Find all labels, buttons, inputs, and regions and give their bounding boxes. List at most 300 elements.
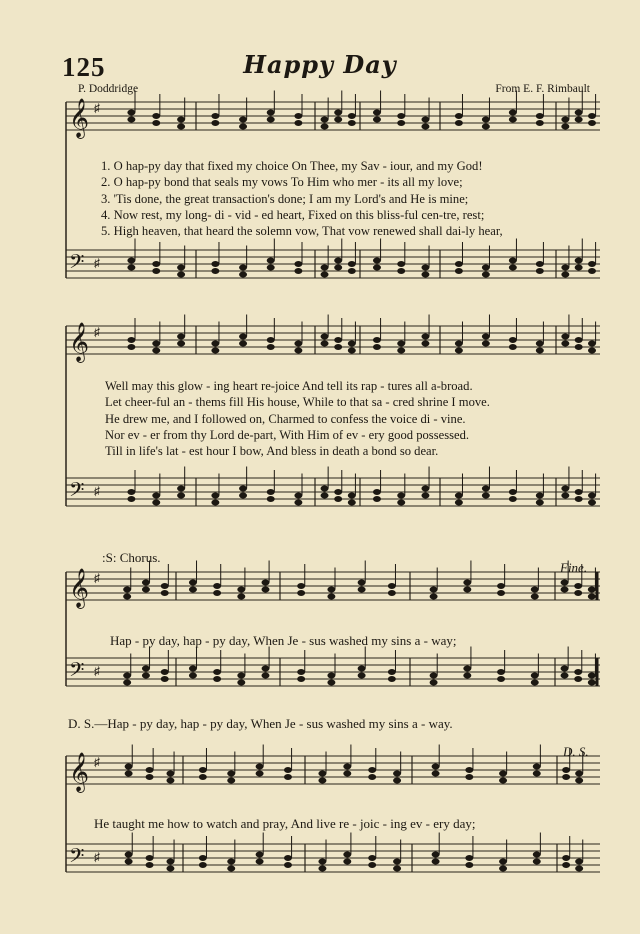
note-head <box>227 866 235 872</box>
note-head <box>284 767 292 773</box>
note-head <box>575 496 583 502</box>
note-head <box>142 666 150 672</box>
note-head <box>421 265 429 271</box>
note-head <box>397 500 405 506</box>
note-head <box>152 120 160 126</box>
note-head <box>213 590 221 596</box>
note-head <box>227 778 235 784</box>
note-head <box>318 859 326 865</box>
note-head <box>531 587 539 593</box>
note-head <box>267 337 275 343</box>
note-head <box>348 120 356 126</box>
note-head <box>588 120 596 126</box>
treble-clef-icon: 𝄞 <box>69 98 90 138</box>
note-head <box>497 676 505 682</box>
note-head <box>373 117 381 123</box>
note-head <box>318 866 326 872</box>
note-head <box>161 669 169 675</box>
note-head <box>321 334 329 340</box>
note-head <box>321 272 329 278</box>
note-head <box>463 666 471 672</box>
note-head <box>397 341 405 347</box>
note-head <box>211 113 219 119</box>
note-head <box>294 348 302 354</box>
note-head <box>536 113 544 119</box>
note-head <box>432 771 440 777</box>
note-head <box>348 493 356 499</box>
note-head <box>211 493 219 499</box>
note-head <box>125 859 133 865</box>
note-head <box>284 862 292 868</box>
verse-block-1 <box>101 158 503 239</box>
note-head <box>455 493 463 499</box>
note-head <box>588 341 596 347</box>
note-head <box>421 341 429 347</box>
note-head <box>561 124 569 130</box>
note-head <box>284 774 292 780</box>
note-head <box>482 334 490 340</box>
note-head <box>562 767 570 773</box>
note-head <box>574 669 582 675</box>
note-head <box>430 673 438 679</box>
note-head <box>455 113 463 119</box>
note-head <box>536 120 544 126</box>
bass-clef-icon: 𝄢 <box>69 658 85 686</box>
note-head <box>368 767 376 773</box>
note-head <box>497 669 505 675</box>
note-head <box>561 673 569 679</box>
treble-clef-icon: 𝄞 <box>69 752 90 792</box>
note-head <box>368 774 376 780</box>
note-head <box>455 348 463 354</box>
note-head <box>261 673 269 679</box>
note-head <box>256 859 264 865</box>
note-head <box>575 866 583 872</box>
note-head <box>177 265 185 271</box>
note-head <box>348 348 356 354</box>
chorus-label: :S: Chorus. <box>102 550 161 565</box>
note-head <box>261 587 269 593</box>
note-head <box>177 124 185 130</box>
note-head <box>533 859 541 865</box>
note-head <box>189 587 197 593</box>
note-head <box>358 580 366 586</box>
note-head <box>561 265 569 271</box>
note-head <box>499 771 507 777</box>
note-head <box>421 493 429 499</box>
note-head <box>297 590 305 596</box>
note-head <box>562 774 570 780</box>
note-head <box>588 673 596 679</box>
note-head <box>239 334 247 340</box>
bass-clef-icon: 𝄢 <box>69 478 85 506</box>
note-head <box>161 590 169 596</box>
note-head <box>482 124 490 130</box>
note-head <box>561 486 569 492</box>
note-head <box>575 344 583 350</box>
note-head <box>142 673 150 679</box>
note-head <box>211 120 219 126</box>
note-head <box>358 673 366 679</box>
note-head <box>297 676 305 682</box>
note-head <box>237 594 245 600</box>
chorus-lyric: Hap - py day, hap - py day, When Je - sus washed my sins a - way; <box>110 633 457 648</box>
note-head <box>321 124 329 130</box>
note-head <box>127 265 135 271</box>
note-head <box>177 493 185 499</box>
note-head <box>152 341 160 347</box>
note-head <box>267 344 275 350</box>
note-head <box>393 771 401 777</box>
note-head <box>261 580 269 586</box>
note-head <box>237 680 245 686</box>
note-head <box>256 771 264 777</box>
note-head <box>256 852 264 858</box>
note-head <box>125 852 133 858</box>
note-head <box>421 334 429 340</box>
note-head <box>368 855 376 861</box>
note-head <box>166 859 174 865</box>
note-head <box>343 764 351 770</box>
note-head <box>189 580 197 586</box>
note-head <box>388 590 396 596</box>
treble-clef-icon: 𝄞 <box>69 568 90 608</box>
note-head <box>575 117 583 123</box>
note-head <box>294 341 302 347</box>
note-head <box>388 583 396 589</box>
sharp-icon: ♯ <box>94 850 100 864</box>
note-head <box>575 859 583 865</box>
note-head <box>267 489 275 495</box>
note-head <box>575 771 583 777</box>
note-head <box>267 110 275 116</box>
sharp-icon: ♯ <box>94 571 100 585</box>
note-head <box>421 117 429 123</box>
note-head <box>397 493 405 499</box>
verse-line: He drew me, and I followed on, Charmed to confess the voice di - vine. <box>105 411 466 426</box>
note-head <box>152 500 160 506</box>
note-head <box>327 594 335 600</box>
note-head <box>294 120 302 126</box>
note-head <box>211 268 219 274</box>
note-head <box>321 493 329 499</box>
note-head <box>321 265 329 271</box>
note-head <box>575 110 583 116</box>
note-head <box>397 113 405 119</box>
note-head <box>199 767 207 773</box>
note-head <box>463 587 471 593</box>
note-head <box>334 110 342 116</box>
note-head <box>388 676 396 682</box>
note-head <box>588 113 596 119</box>
note-head <box>211 341 219 347</box>
note-head <box>297 583 305 589</box>
note-head <box>536 348 544 354</box>
bass-clef-icon: 𝄢 <box>69 844 85 872</box>
note-head <box>421 486 429 492</box>
note-head <box>189 673 197 679</box>
note-head <box>152 493 160 499</box>
hymn-title: Happy Day <box>243 50 397 79</box>
note-head <box>497 590 505 596</box>
note-head <box>588 348 596 354</box>
note-head <box>509 337 517 343</box>
verse-line: Well may this glow - ing heart re-joice And tell its rap - tures all a-broad. <box>105 379 473 393</box>
note-head <box>294 113 302 119</box>
note-head <box>536 500 544 506</box>
note-head <box>509 496 517 502</box>
note-head <box>142 587 150 593</box>
author-credit: P. Doddridge <box>78 83 139 95</box>
note-head <box>199 774 207 780</box>
note-head <box>123 680 131 686</box>
note-head <box>588 268 596 274</box>
note-head <box>166 778 174 784</box>
note-head <box>334 489 342 495</box>
note-head <box>152 348 160 354</box>
note-head <box>397 261 405 267</box>
note-head <box>321 341 329 347</box>
note-head <box>421 272 429 278</box>
note-head <box>455 120 463 126</box>
note-head <box>465 767 473 773</box>
note-head <box>123 673 131 679</box>
note-head <box>327 680 335 686</box>
note-head <box>499 859 507 865</box>
note-head <box>463 673 471 679</box>
verse-line: 5. High heaven, that heard the solemn vow, That vow renewed shall dai-ly hear, <box>101 224 503 239</box>
note-head <box>575 258 583 264</box>
note-head <box>430 594 438 600</box>
note-head <box>455 268 463 274</box>
note-head <box>509 265 517 271</box>
note-head <box>575 489 583 495</box>
note-head <box>533 852 541 858</box>
note-head <box>561 334 569 340</box>
sharp-icon: ♯ <box>94 664 100 678</box>
note-head <box>127 258 135 264</box>
note-head <box>211 348 219 354</box>
note-head <box>343 852 351 858</box>
verse-line: 2. O hap-py bond that seals my vows To Him who mer - its all my love; <box>101 175 463 190</box>
note-head <box>482 117 490 123</box>
note-head <box>499 866 507 872</box>
verse-line: Let cheer-ful an - thems fill His house, While to that sa - cred shrine I move. <box>105 395 490 410</box>
note-head <box>499 778 507 784</box>
note-head <box>531 673 539 679</box>
note-head <box>334 337 342 343</box>
note-head <box>177 334 185 340</box>
note-head <box>348 341 356 347</box>
note-head <box>239 341 247 347</box>
note-head <box>397 120 405 126</box>
note-head <box>152 113 160 119</box>
note-head <box>393 859 401 865</box>
note-head <box>574 590 582 596</box>
note-head <box>267 117 275 123</box>
note-head <box>227 771 235 777</box>
note-head <box>575 778 583 784</box>
note-head <box>327 587 335 593</box>
note-head <box>574 676 582 682</box>
note-head <box>125 764 133 770</box>
note-head <box>152 261 160 267</box>
note-head <box>267 496 275 502</box>
note-head <box>239 265 247 271</box>
note-head <box>397 268 405 274</box>
note-head <box>561 580 569 586</box>
note-head <box>127 496 135 502</box>
note-head <box>509 117 517 123</box>
note-head <box>213 583 221 589</box>
note-head <box>123 587 131 593</box>
note-head <box>455 261 463 267</box>
note-head <box>531 594 539 600</box>
note-head <box>142 580 150 586</box>
note-head <box>334 258 342 264</box>
note-head <box>267 265 275 271</box>
note-head <box>284 855 292 861</box>
note-head <box>189 666 197 672</box>
note-head <box>297 669 305 675</box>
note-head <box>432 852 440 858</box>
note-head <box>348 268 356 274</box>
note-head <box>482 493 490 499</box>
note-head <box>482 341 490 347</box>
note-head <box>177 341 185 347</box>
note-head <box>509 110 517 116</box>
note-head <box>146 855 154 861</box>
note-head <box>588 500 596 506</box>
note-head <box>161 583 169 589</box>
note-head <box>127 489 135 495</box>
ds-mark: D. S. <box>563 744 589 759</box>
note-head <box>334 117 342 123</box>
note-head <box>348 113 356 119</box>
fine-mark: Fine. <box>560 560 588 575</box>
note-head <box>588 493 596 499</box>
note-head <box>588 680 596 686</box>
note-head <box>239 117 247 123</box>
note-head <box>561 341 569 347</box>
note-head <box>509 489 517 495</box>
note-head <box>497 583 505 589</box>
verse-line: 4. Now rest, my long- di - vid - ed heart, Fixed on this bliss-ful cen-tre, rest; <box>101 207 485 222</box>
note-head <box>574 583 582 589</box>
verse-block-2 <box>105 378 490 459</box>
note-head <box>327 673 335 679</box>
note-head <box>588 261 596 267</box>
note-head <box>146 767 154 773</box>
sharp-icon: ♯ <box>94 325 100 339</box>
note-head <box>432 859 440 865</box>
note-head <box>127 344 135 350</box>
note-head <box>146 862 154 868</box>
note-head <box>536 493 544 499</box>
note-head <box>368 862 376 868</box>
note-head <box>166 771 174 777</box>
note-head <box>421 124 429 130</box>
note-head <box>465 862 473 868</box>
note-head <box>334 265 342 271</box>
note-head <box>294 500 302 506</box>
note-head <box>166 866 174 872</box>
note-head <box>123 594 131 600</box>
note-head <box>465 774 473 780</box>
sharp-icon: ♯ <box>94 101 100 115</box>
note-head <box>373 258 381 264</box>
note-head <box>318 778 326 784</box>
note-head <box>373 496 381 502</box>
note-head <box>294 268 302 274</box>
note-head <box>343 771 351 777</box>
note-head <box>482 265 490 271</box>
verse-line: 3. 'Tis done, the great transaction's done; I am my Lord's and He is mine; <box>101 191 469 206</box>
note-head <box>536 341 544 347</box>
note-head <box>239 493 247 499</box>
note-head <box>536 268 544 274</box>
note-head <box>237 587 245 593</box>
sharp-icon: ♯ <box>94 256 100 270</box>
note-head <box>561 493 569 499</box>
last-lyric: He taught me how to watch and pray, And live re - joic - ing ev - ery day; <box>94 816 476 831</box>
note-head <box>267 258 275 264</box>
note-head <box>562 862 570 868</box>
note-head <box>561 272 569 278</box>
note-head <box>334 496 342 502</box>
note-head <box>348 500 356 506</box>
ds-line: D. S.—Hap - py day, hap - py day, When Je - sus washed my sins a - way. <box>68 716 453 731</box>
note-head <box>321 486 329 492</box>
note-head <box>213 676 221 682</box>
note-head <box>239 486 247 492</box>
note-head <box>588 587 596 593</box>
note-head <box>373 110 381 116</box>
note-head <box>152 268 160 274</box>
source-credit: From E. F. Rimbault <box>495 83 590 95</box>
note-head <box>348 261 356 267</box>
note-head <box>127 110 135 116</box>
note-head <box>430 680 438 686</box>
note-head <box>463 580 471 586</box>
note-head <box>343 859 351 865</box>
verse-line: 1. O hap-py day that fixed my choice On Thee, my Sav - iour, and my God! <box>101 159 483 173</box>
note-head <box>373 337 381 343</box>
note-head <box>393 866 401 872</box>
note-head <box>261 666 269 672</box>
note-head <box>575 265 583 271</box>
note-head <box>358 666 366 672</box>
note-head <box>430 587 438 593</box>
note-head <box>199 862 207 868</box>
note-head <box>432 764 440 770</box>
note-head <box>397 348 405 354</box>
note-head <box>561 587 569 593</box>
note-head <box>239 272 247 278</box>
note-head <box>533 771 541 777</box>
note-head <box>211 500 219 506</box>
note-head <box>482 486 490 492</box>
note-head <box>294 261 302 267</box>
verse-line: Till in life's lat - est hour I bow, And bless in death a bond so dear. <box>105 444 439 459</box>
bass-clef-icon: 𝄢 <box>69 250 85 278</box>
note-head <box>127 117 135 123</box>
note-head <box>294 493 302 499</box>
note-head <box>575 337 583 343</box>
note-head <box>146 774 154 780</box>
note-head <box>465 855 473 861</box>
note-head <box>509 258 517 264</box>
